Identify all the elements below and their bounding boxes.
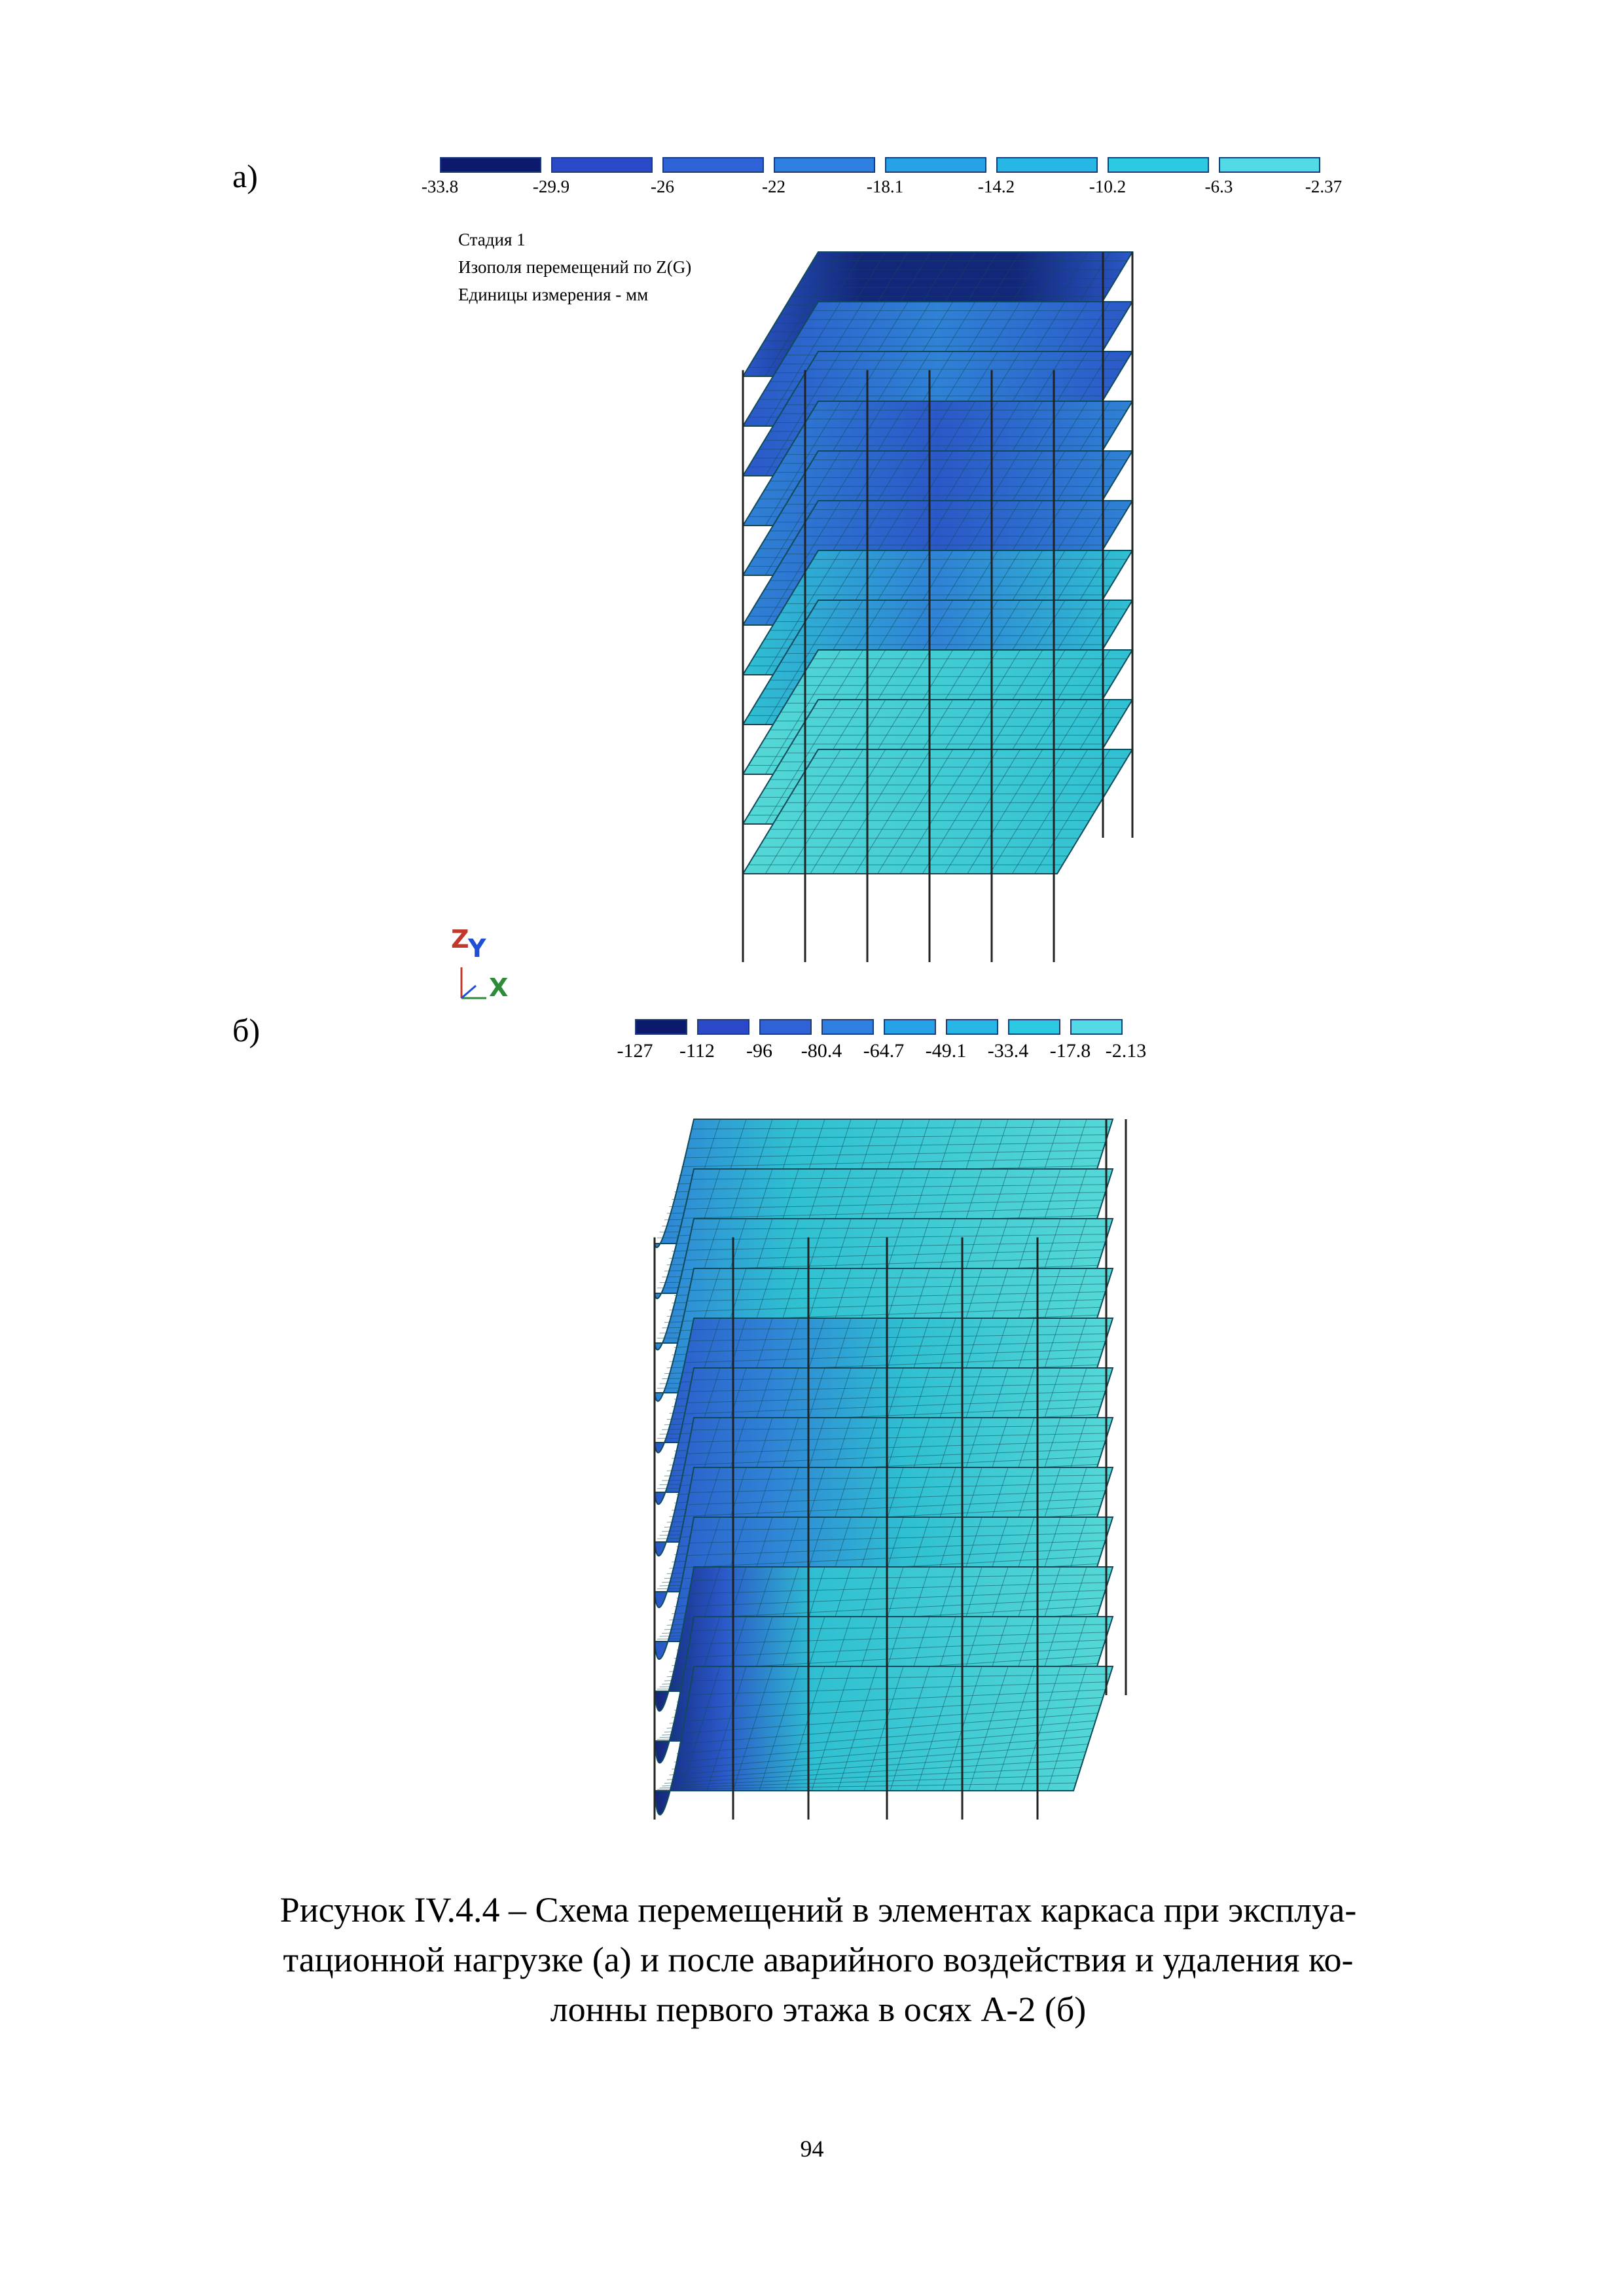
axis-z-label: Z xyxy=(451,925,469,954)
legend-tick: -80.4 xyxy=(801,1040,842,1062)
stage-label: Стадия 1 xyxy=(458,230,526,249)
legend-tick: -10.2 xyxy=(1089,177,1127,196)
legend-tick: -26 xyxy=(651,177,674,196)
legend-tick: -33.4 xyxy=(987,1040,1029,1062)
panel-label-b: б) xyxy=(232,1012,261,1049)
figure-caption xyxy=(196,1885,1440,2034)
legend-tick: -29.9 xyxy=(532,177,570,196)
caption-line: Рисунок IV.4.4 – Схема перемещений в элементах каркаса при эксплуа- xyxy=(280,1890,1357,1929)
axis-y-label: Y xyxy=(468,934,486,963)
legend-tick: -2.37 xyxy=(1305,177,1343,196)
legend-tick: -49.1 xyxy=(925,1040,967,1062)
legend-tick: -96 xyxy=(746,1040,772,1062)
panel-label-a: а) xyxy=(232,158,258,194)
axis-x-label: X xyxy=(489,973,509,1002)
legend-tick: -6.3 xyxy=(1204,177,1233,196)
legend-tick: -17.8 xyxy=(1049,1040,1091,1062)
legend-tick: -33.8 xyxy=(421,177,459,196)
legend-tick: -64.7 xyxy=(863,1040,905,1062)
page-number: 94 xyxy=(800,2136,824,2162)
legend-tick: -22 xyxy=(762,177,785,196)
isofield-label: Изополя перемещений по Z(G) xyxy=(458,257,692,277)
units-label: Единицы измерения - мм xyxy=(458,285,649,304)
legend-tick: -112 xyxy=(679,1040,715,1062)
legend-tick: -127 xyxy=(617,1040,653,1062)
caption-line: тационной нагрузке (а) и после аварийного воздействия и удаления ко- xyxy=(283,1940,1354,1979)
caption-line: лонны первого этажа в осях А-2 (б) xyxy=(550,1990,1087,2029)
building-frame-b xyxy=(655,1119,1126,1820)
legend-tick: -2.13 xyxy=(1105,1040,1147,1062)
legend-tick: -14.2 xyxy=(977,177,1015,196)
legend-tick: -18.1 xyxy=(866,177,904,196)
building-frame-a xyxy=(743,252,1132,962)
